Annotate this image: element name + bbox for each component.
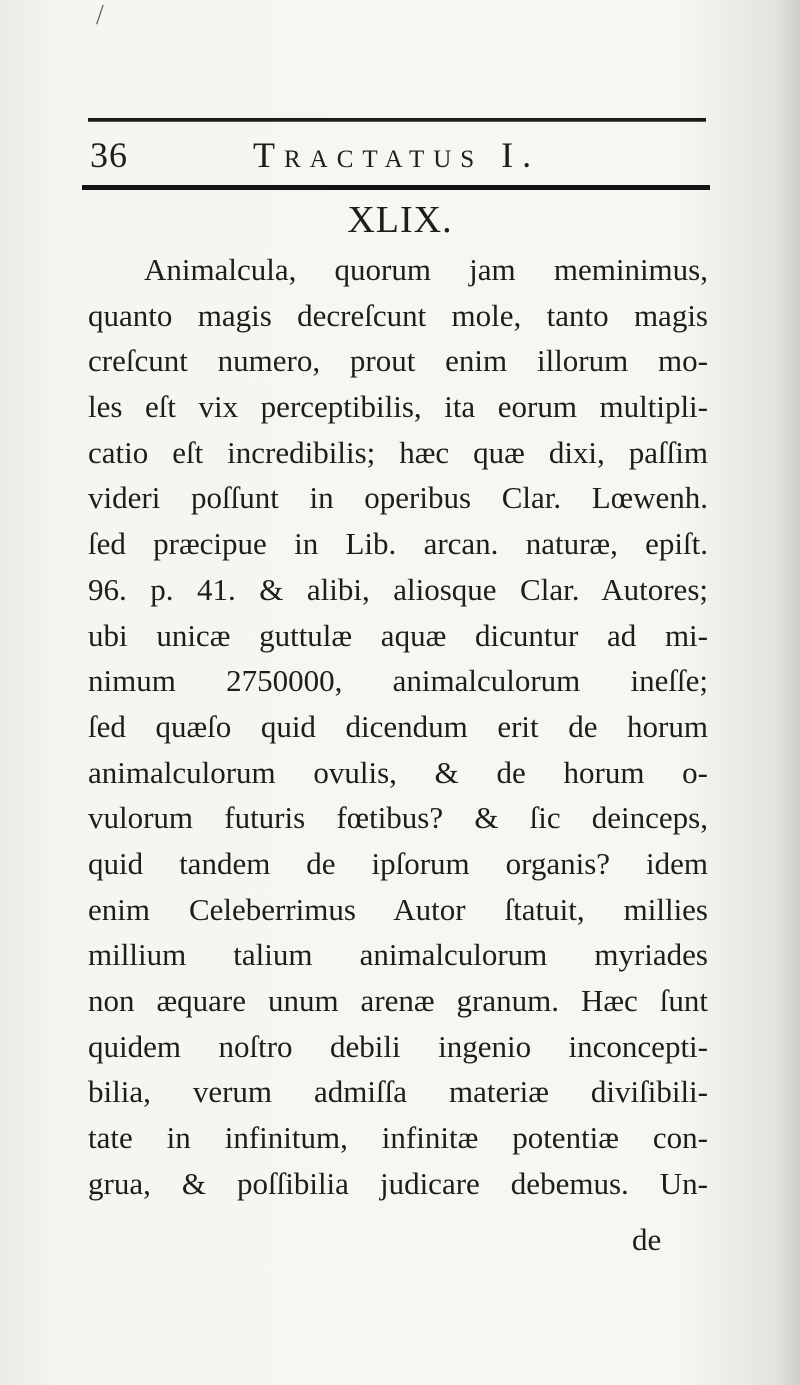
text-line: quidem noſtro debili ingenio inconcepti- bbox=[88, 1028, 708, 1064]
text-line: nimum 2750000, animalculorum ineſſe; bbox=[88, 663, 708, 699]
text-line: quanto magis decreſcunt mole, tanto magis bbox=[88, 297, 708, 333]
text-line: tate in infinitum, infinitæ potentiæ con- bbox=[88, 1120, 708, 1156]
page-header bbox=[88, 128, 706, 180]
text-line: animalculorum ovulis, & de horum o- bbox=[88, 754, 708, 790]
text-line: 96. p. 41. & alibi, aliosque Clar. Autores; bbox=[88, 571, 708, 607]
text-line: ſed quæſo quid dicendum erit de horum bbox=[88, 708, 708, 744]
text-line: non æquare unum arenæ granum. Hæc ſunt bbox=[88, 983, 708, 1018]
text-line: catio eſt incredibilis; hæc quæ dixi, paſſim bbox=[88, 434, 708, 470]
header-top-rule bbox=[88, 118, 706, 122]
text-line: Animalcula, quorum jam meminimus, bbox=[144, 252, 708, 287]
margin-pencil-mark: / bbox=[96, 0, 104, 31]
text-line: bilia, verum admiſſa materiæ diviſibili- bbox=[88, 1074, 708, 1110]
section-number: XLIX. bbox=[347, 199, 453, 241]
text-line: vulorum futuris fœtibus? & ſic deinceps, bbox=[88, 800, 708, 836]
running-head: Tractatus I. bbox=[253, 135, 541, 175]
text-line: quid tandem de ipſorum organis? idem bbox=[88, 845, 708, 881]
text-line: enim Celeberrimus Autor ſtatuit, millies bbox=[88, 891, 708, 927]
text-line: les eſt vix perceptibilis, ita eorum multipli- bbox=[88, 389, 708, 425]
body-text bbox=[88, 247, 708, 1206]
text-line: grua, & poſſibilia judicare debemus. Un- bbox=[88, 1165, 708, 1201]
catchword: de bbox=[632, 1222, 662, 1257]
page-number: 36 bbox=[90, 135, 128, 175]
text-line: videri poſſunt in operibus Clar. Lœwenh. bbox=[88, 480, 708, 516]
header-bottom-rule bbox=[82, 185, 710, 190]
text-line: millium talium animalculorum myriades bbox=[88, 937, 708, 973]
text-line: creſcunt numero, prout enim illorum mo- bbox=[88, 343, 708, 379]
text-line: ubi unicæ guttulæ aquæ dicuntur ad mi- bbox=[88, 617, 708, 653]
text-line: ſed præcipue in Lib. arcan. naturæ, epiſt. bbox=[88, 526, 708, 562]
